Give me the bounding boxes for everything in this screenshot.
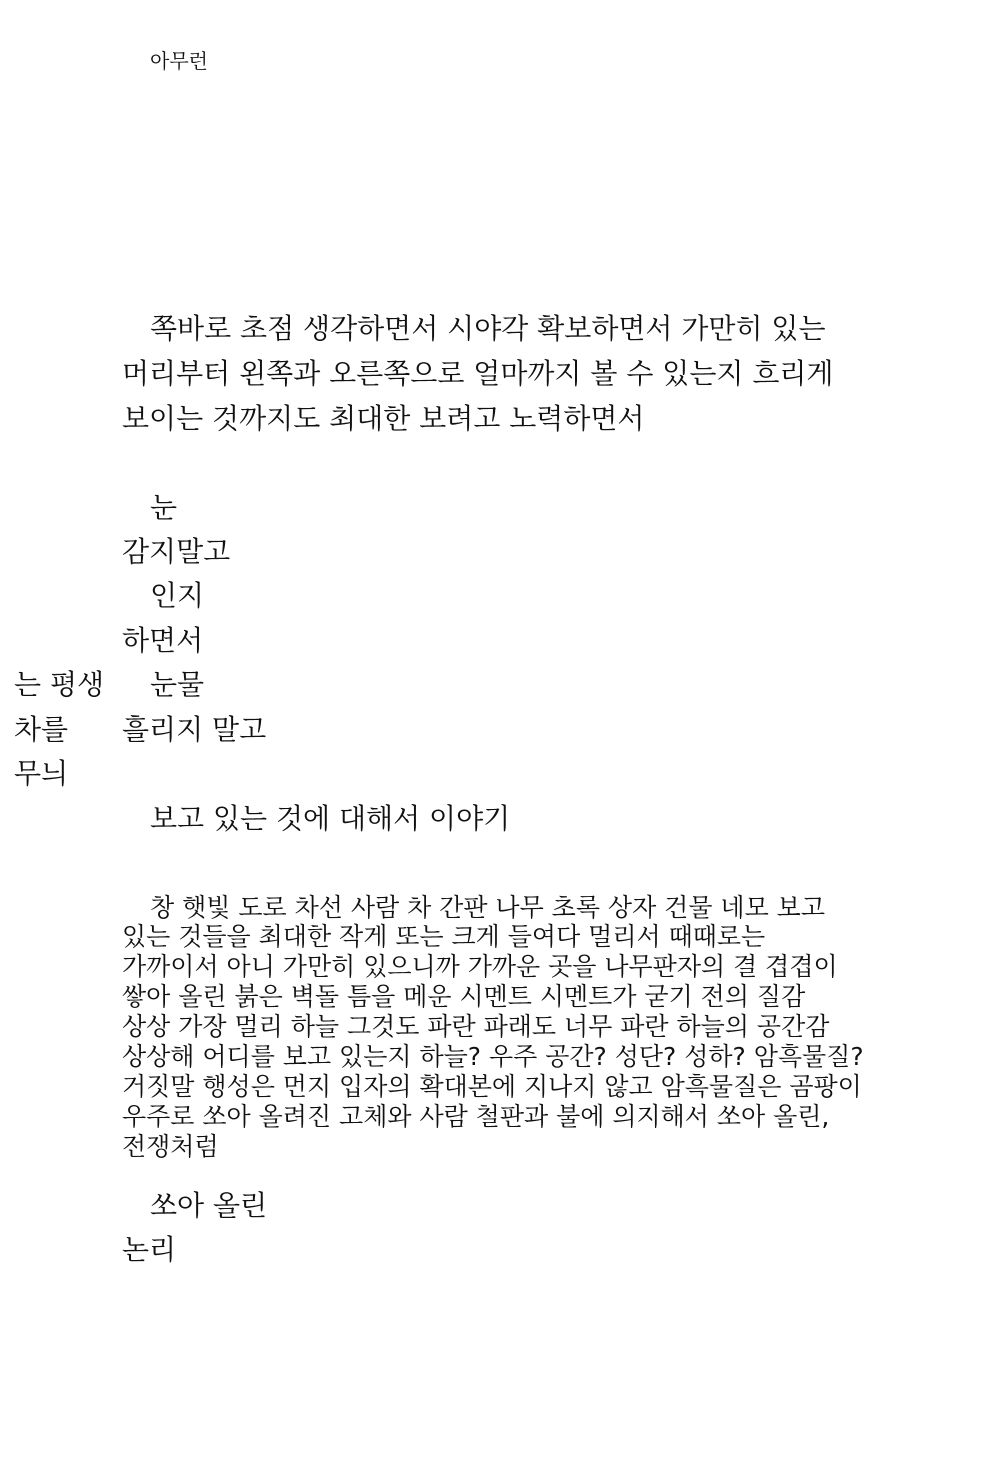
poem-line: 하면서 bbox=[122, 624, 204, 657]
paragraph-line: 상상 가장 멀리 하늘 그것도 파란 파래도 너무 파란 하늘의 공간감 bbox=[122, 1012, 830, 1041]
paragraph-line: 상상해 어디를 보고 있는지 하늘? 우주 공간? 성단? 성하? 암흑물질? bbox=[122, 1042, 864, 1071]
poem-line: 눈 bbox=[150, 491, 178, 524]
poem-line: 보고 있는 것에 대해서 이야기 bbox=[150, 802, 511, 835]
paragraph-line: 우주로 쏘아 올려진 고체와 사람 철판과 불에 의지해서 쏘아 올린, bbox=[122, 1102, 830, 1131]
margin-fragment: 무늬 bbox=[14, 757, 69, 790]
paragraph-line: 거짓말 행성은 먼지 입자의 확대본에 지나지 않고 암흑물질은 곰팡이 bbox=[122, 1072, 862, 1101]
poem-line: 감지말고 bbox=[122, 535, 231, 568]
paragraph-line: 가까이서 아니 가만히 있으니까 가까운 곳을 나무판자의 결 겹겹이 bbox=[122, 952, 838, 981]
paragraph-line: 머리부터 왼쪽과 오른쪽으로 얼마까지 볼 수 있는지 흐리게 bbox=[122, 357, 834, 390]
paragraph-line: 보이는 것까지도 최대한 보려고 노력하면서 bbox=[122, 402, 645, 435]
paragraph-line: 있는 것들을 최대한 작게 또는 크게 들여다 멀리서 때때로는 bbox=[122, 922, 766, 951]
poem-line: 눈물 bbox=[150, 668, 205, 701]
poem-line: 인지 bbox=[150, 579, 205, 612]
poem-line: 쏘아 올린 bbox=[150, 1189, 268, 1222]
paragraph-line: 창 햇빛 도로 차선 사람 차 간판 나무 초록 상자 건물 네모 보고 bbox=[150, 893, 825, 922]
document-title: 아무런 bbox=[150, 49, 208, 73]
poem-line: 흘리지 말고 bbox=[122, 713, 267, 746]
margin-fragment: 는 평생 bbox=[14, 668, 105, 701]
paragraph-line: 전쟁처럼 bbox=[122, 1132, 219, 1161]
margin-fragment: 차를 bbox=[14, 713, 69, 746]
poem-line: 논리 bbox=[122, 1233, 177, 1266]
paragraph-line: 쪽바로 초점 생각하면서 시야각 확보하면서 가만히 있는 bbox=[150, 312, 826, 345]
paragraph-line: 쌓아 올린 붉은 벽돌 틈을 메운 시멘트 시멘트가 굳기 전의 질감 bbox=[122, 982, 806, 1011]
